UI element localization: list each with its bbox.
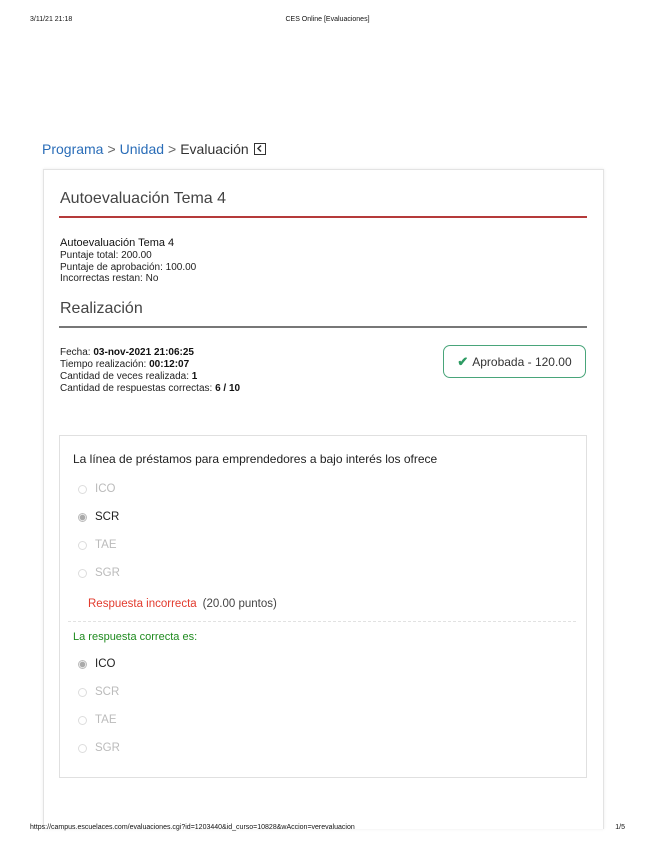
correct-option	[78, 686, 119, 698]
tiempo-label: Tiempo realización:	[60, 359, 147, 370]
radio-button	[78, 569, 87, 578]
answer-option-selected	[78, 511, 119, 523]
radio-button	[78, 541, 87, 550]
incorrect-subtract-label: Incorrectas restan:	[60, 273, 143, 284]
radio-button	[78, 485, 87, 494]
collapse-left-icon[interactable]	[254, 143, 266, 155]
radio-button-selected	[78, 513, 87, 522]
correct-option-label: SCR	[95, 686, 120, 698]
tiempo-row	[60, 359, 240, 371]
correctas-row	[60, 383, 240, 395]
correctas-value: 6 / 10	[215, 383, 241, 394]
answer-option-label: SGR	[95, 567, 120, 579]
breadcrumb	[42, 141, 266, 157]
answer-feedback	[88, 598, 277, 610]
total-score-value: 200.00	[121, 250, 152, 261]
print-page-title: CES Online [Evaluaciones]	[285, 16, 370, 23]
correct-option-selected	[78, 658, 115, 670]
answer-option-label: ICO	[95, 483, 116, 495]
breadcrumb-separator: >	[107, 141, 116, 157]
pass-score-label: Puntaje de aprobación:	[60, 261, 163, 273]
print-url: https://campus.escuelaces.com/evaluaciones.cgi?id=1203440&id_curso=10828&wAccion=verevaluacion	[30, 824, 355, 831]
section-divider	[59, 326, 587, 328]
feedback-result: Respuesta incorrecta	[88, 598, 197, 610]
checkmark-icon: ✔	[457, 353, 469, 369]
correct-option	[78, 742, 120, 754]
breadcrumb-programa-link[interactable]: Programa	[42, 141, 104, 157]
fecha-row	[60, 347, 240, 359]
incorrect-subtract-value: No	[145, 273, 159, 284]
answer-option	[78, 567, 120, 579]
correct-option	[78, 714, 117, 726]
evaluation-section-title: Autoevaluación Tema 4	[60, 190, 227, 207]
realizacion-section-title: Realización	[60, 300, 143, 317]
correct-option-label: SGR	[95, 742, 120, 754]
answer-option-label: TAE	[95, 539, 117, 551]
evaluation-panel	[43, 169, 604, 829]
breadcrumb-current: Evaluación	[180, 141, 249, 157]
feedback-divider	[68, 621, 576, 622]
breadcrumb-separator: >	[168, 141, 177, 157]
evaluation-name: Autoevaluación Tema 4	[60, 237, 175, 249]
incorrect-subtract-row	[60, 273, 196, 285]
pass-score-value: 100.00	[165, 261, 197, 273]
correctas-label: Cantidad de respuestas correctas:	[60, 383, 213, 394]
veces-value: 1	[191, 371, 198, 382]
status-badge	[443, 345, 586, 378]
answer-option-label: SCR	[95, 511, 120, 523]
correct-answer-label: La respuesta correcta es:	[73, 631, 198, 643]
total-score-row	[60, 250, 196, 262]
correct-option-label: TAE	[95, 714, 117, 726]
section-divider	[59, 216, 587, 218]
pass-score-row	[60, 262, 196, 274]
question-text: La línea de préstamos para emprendedores a bajo interés los ofrece	[73, 452, 438, 466]
question-card	[59, 435, 587, 778]
print-footer	[0, 824, 655, 836]
fecha-value: 03-nov-2021 21:06:25	[93, 347, 194, 358]
fecha-label: Fecha:	[60, 347, 91, 358]
radio-button	[78, 716, 87, 725]
total-score-label: Puntaje total:	[60, 250, 119, 261]
print-page-number: 1/5	[615, 824, 625, 831]
answer-option	[78, 539, 117, 551]
print-header	[0, 16, 655, 28]
print-datetime: 3/11/21 21:18	[30, 16, 73, 23]
realizacion-info	[60, 347, 240, 395]
breadcrumb-unidad-link[interactable]: Unidad	[119, 141, 165, 157]
radio-button	[78, 688, 87, 697]
veces-label: Cantidad de veces realizada:	[60, 371, 189, 382]
tiempo-value: 00:12:07	[149, 359, 190, 370]
radio-button-selected	[78, 660, 87, 669]
radio-button	[78, 744, 87, 753]
correct-option-label: ICO	[95, 658, 116, 670]
answer-option	[78, 483, 115, 495]
feedback-points: (20.00 puntos)	[202, 598, 277, 610]
veces-row	[60, 371, 240, 383]
status-badge-label: Aprobada - 120.00	[472, 354, 572, 369]
evaluation-info	[60, 237, 196, 285]
